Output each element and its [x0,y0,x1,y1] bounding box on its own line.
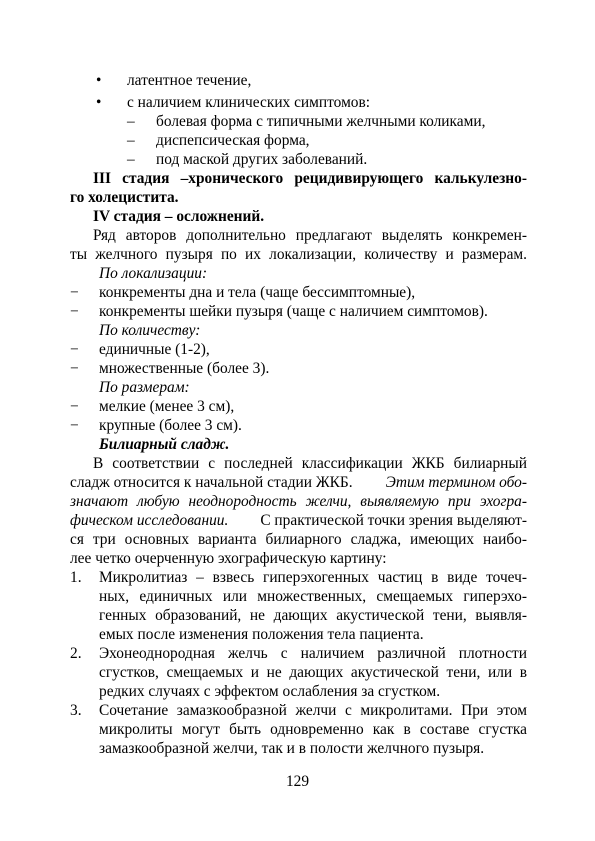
list-item: единичные (1-2), [99,341,210,358]
paragraph-text: С практической точки зрения выделяют- [260,512,527,529]
paragraph-line: Ряд авторов дополнительно предлагают выделять конкремен- [93,227,527,244]
dash-marker: – [127,132,135,149]
dash-marker: – [127,151,135,168]
dash-marker: − [70,341,79,358]
dash-marker: − [70,360,79,377]
list-item: конкременты шейки пузыря (чаще с наличием симптомов). [99,303,488,320]
paragraph-line: лее четко очерченную эхографическую картину: [70,550,387,567]
sludge-heading: Билиарный сладж. [99,436,230,453]
paragraph-italic-text: фическом исследовании. [70,512,229,529]
dash-marker: − [70,284,79,301]
numbered-item-line: емых после изменения положения тела пациента. [99,626,424,643]
numbered-item-line: замазкообразной желчи, так и в полости желчного пузыря. [99,740,485,757]
list-item: мелкие (менее 3 см), [99,398,235,415]
paragraph-line: ты желчного пузыря по их локализации, количеству и размерам. [70,246,527,263]
dash-marker: − [70,398,79,415]
list-item: болевая форма с типичными желчными коликами, [156,113,486,130]
bullet-marker: • [96,72,102,89]
paragraph-line [70,511,527,530]
number-marker: 2. [70,645,82,662]
numbered-item-line: сгустков, смещаемых и не дающих акустической тени, или в [99,664,527,681]
list-item: под маской других заболеваний. [156,151,368,168]
quantity-heading: По количеству: [99,322,201,339]
numbered-item-line: редких случаях с эффектом ослабления за сгустком. [99,683,441,700]
list-item: латентное течение, [127,72,252,89]
number-marker: 1. [70,569,82,586]
list-item: диспепсическая форма, [156,132,310,149]
paragraph-line: В соответствии с последней классификации ЖКБ билиарный [93,455,527,472]
paragraph-line [70,473,527,492]
list-item: крупные (более 3 см). [99,417,242,434]
numbered-item-line: микролиты могут быть одновременно как в составе сгустка [99,721,527,738]
dash-marker: − [70,417,79,434]
localization-heading: По локализации: [99,265,208,282]
numbered-item-line: Микролитиаз – взвесь гиперэхогенных частиц в виде точеч- [99,569,527,586]
page-number: 129 [285,773,310,790]
size-heading: По размерам: [99,379,190,396]
list-item: с наличием клинических симптомов: [127,94,371,111]
paragraph-line: ся три основных варианта билиарного сладжа, имеющих наибо- [70,531,527,548]
stage4-heading: IV стадия – осложнений. [93,208,265,225]
numbered-item-line: ных, единичных или множественных, смещаемых гиперэхо- [99,588,527,605]
dash-marker: − [70,303,79,320]
list-item: конкременты дна и тела (чаще бессимптомные), [99,284,416,301]
dash-marker: – [127,113,135,130]
stage3-heading-line1: III стадия –хронического рецидивирующего калькулезно- [93,170,527,187]
stage3-heading-line2: го холецистита. [70,189,179,206]
list-item: множественные (более 3). [99,360,270,377]
number-marker: 3. [70,702,82,719]
numbered-item-line: Эхонеоднородная желчь с наличием различной плотности [99,645,527,662]
paragraph-italic-text: Этим термином обо- [385,474,527,491]
bullet-marker: • [96,94,102,111]
paragraph-text: сладж относится к начальной стадии ЖКБ. [70,474,353,491]
paragraph-line: значают любую неоднородность желчи, выявляемую при эхогра- [70,493,527,510]
numbered-item-line: генных образований, не дающих акустической тени, выявля- [99,607,527,624]
numbered-item-line: Сочетание замазкообразной желчи с микролитами. При этом [99,702,527,719]
